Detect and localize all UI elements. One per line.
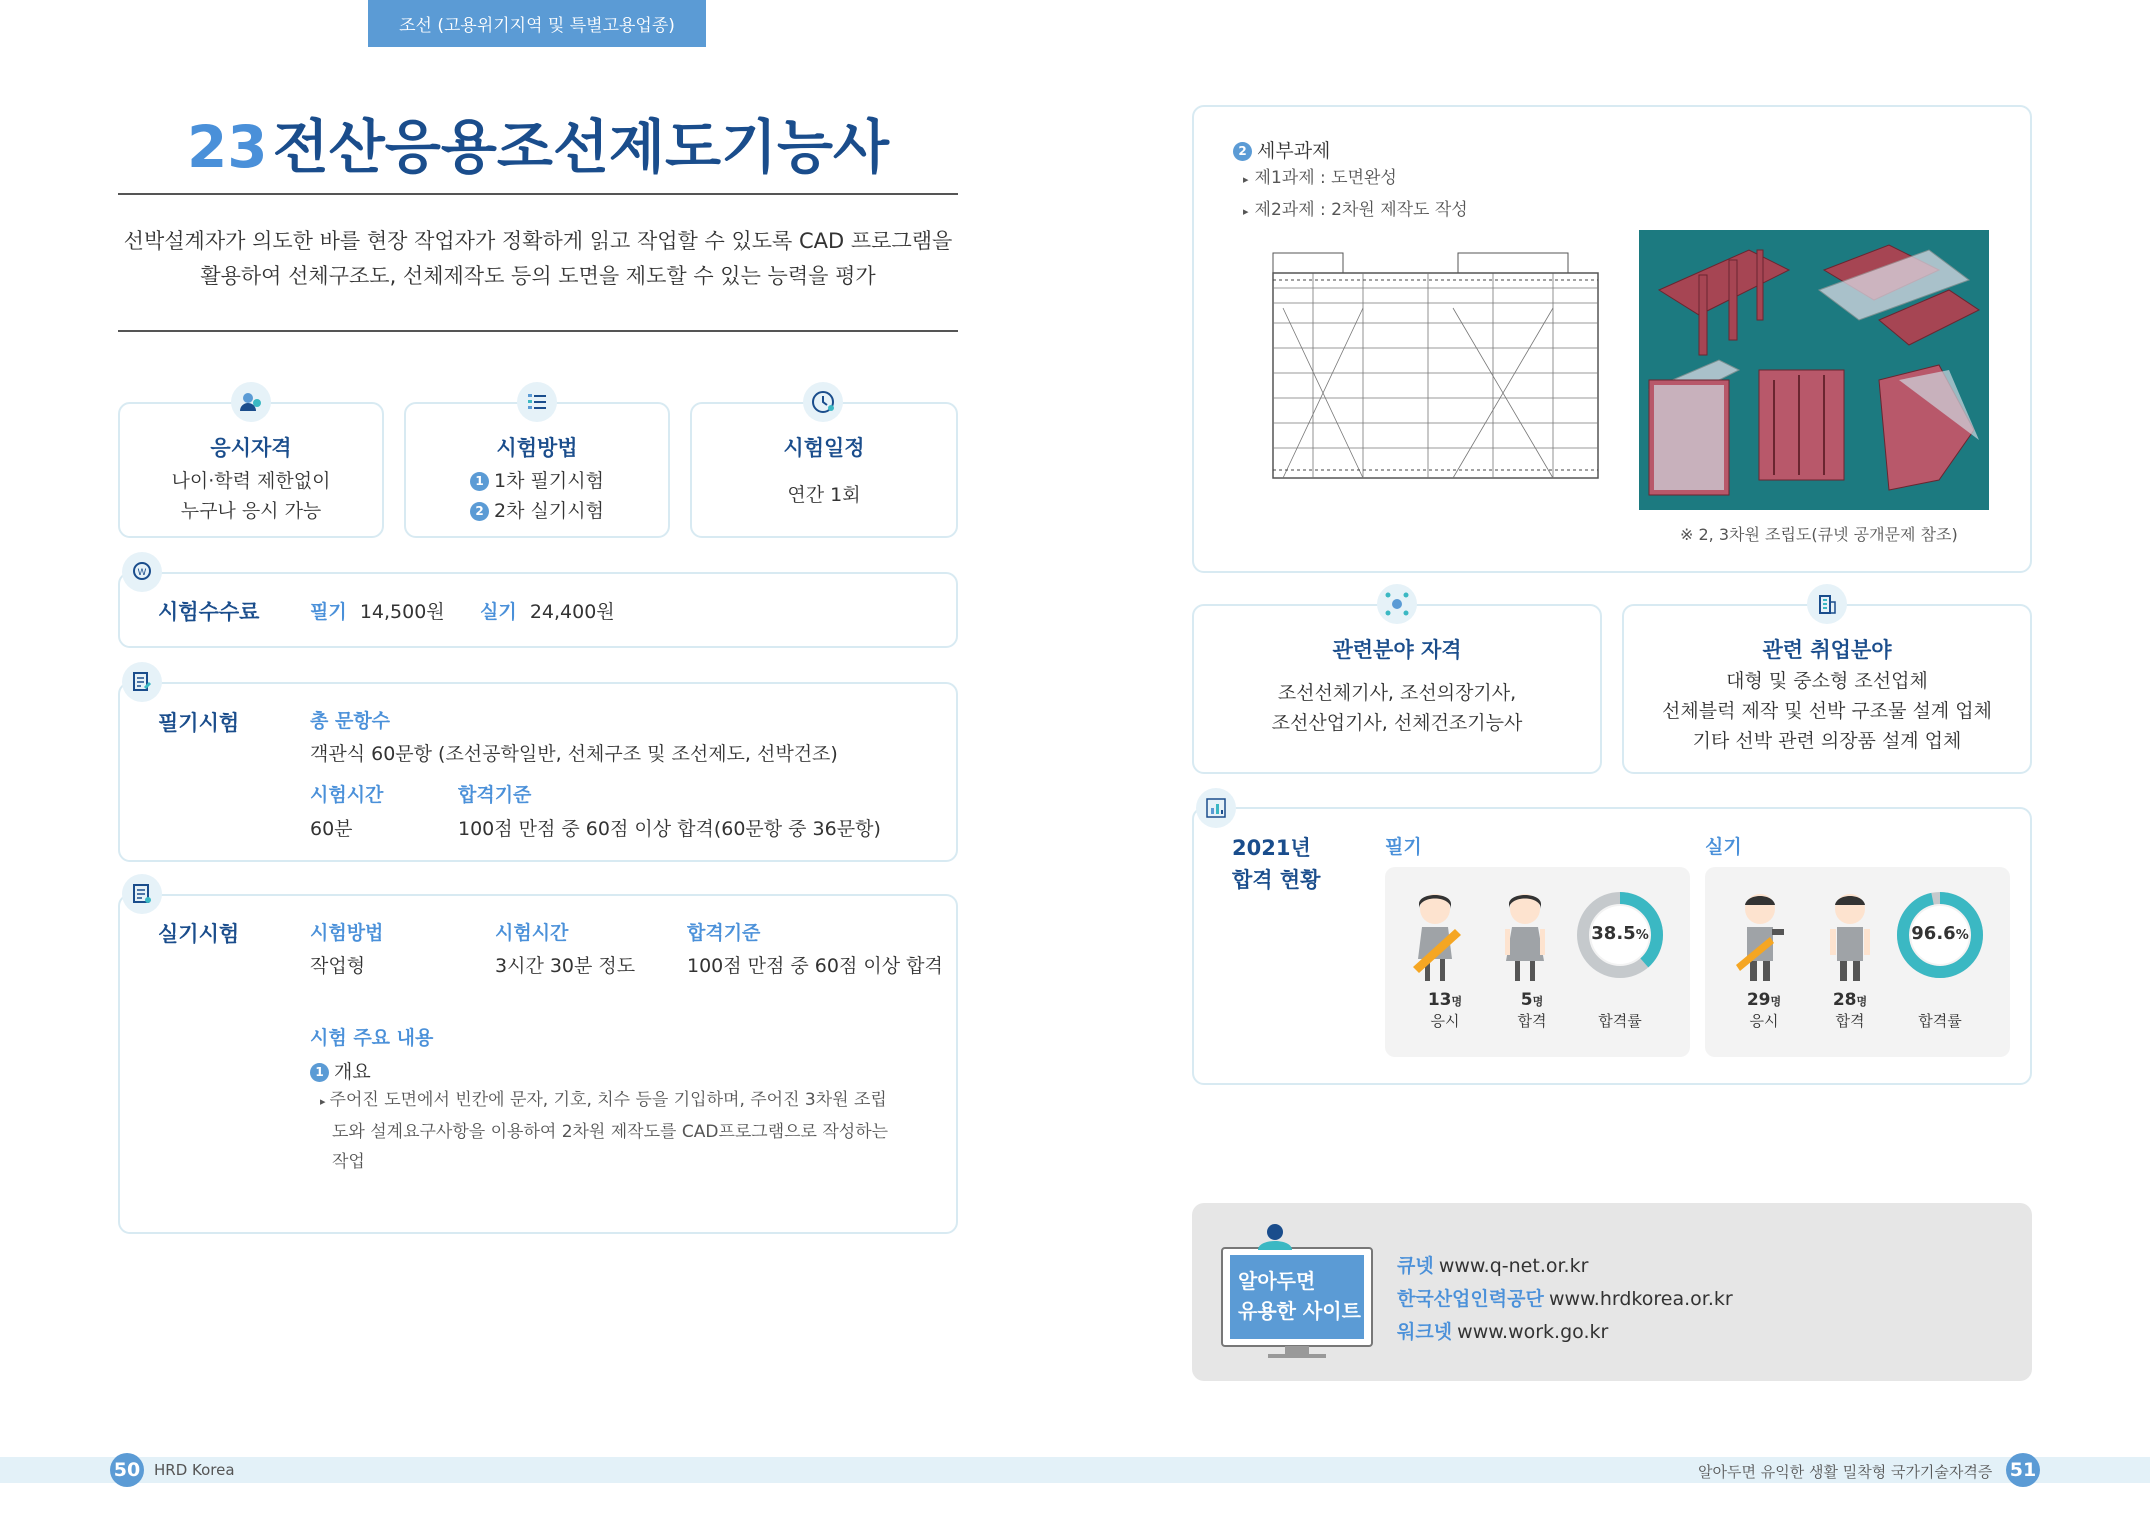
- left-page-number: 50: [110, 1453, 144, 1487]
- eligibility-box: [118, 402, 384, 538]
- divider: [118, 193, 958, 195]
- questions-label: 총 문항수: [310, 710, 391, 732]
- practical-exam-label: 실기시험: [158, 922, 240, 946]
- bar-chart-icon: [1196, 788, 1236, 828]
- fee-label: 시험수수료: [158, 600, 260, 624]
- coin-icon: [122, 552, 162, 592]
- network-icon: [1377, 584, 1417, 624]
- man-tools-illustration: [1730, 887, 1790, 991]
- site-worknet[interactable]: 워크넷 www.work.go.kr: [1397, 1321, 1609, 1343]
- woman-pencil-illustration: [1405, 887, 1465, 991]
- schedule-box: [690, 402, 958, 538]
- pass-status-title: 2021년 합격 현황: [1232, 836, 1321, 892]
- right-page-number: 51: [2006, 1453, 2040, 1487]
- related-qual-line: 조선산업기사, 선체건조기능사: [1271, 712, 1523, 734]
- practical-time-value: 3시간 30분 정도: [495, 955, 636, 977]
- practical-time-label: 시험시간: [495, 922, 569, 944]
- method-title: 시험방법: [496, 436, 578, 460]
- page-title: [118, 100, 958, 184]
- description-line: 활용하여 선체구조도, 선체제작도 등의 도면을 제도할 수 있는 능력을 평가: [200, 264, 876, 288]
- overview-line: 도와 설계요구사항을 이용하여 2차원 제작도를 CAD프로그램으로 작성하는: [332, 1122, 889, 1142]
- method-item: 1 1차 필기시험: [406, 466, 668, 496]
- written-exam-label: 필기시험: [158, 711, 240, 735]
- tasks-heading: 2 세부과제: [1233, 136, 1330, 163]
- tasks-caption: ※ 2, 3차원 조립도(큐넷 공개문제 참조): [1680, 525, 1958, 544]
- overview-heading: 1 개요: [310, 1057, 371, 1084]
- useful-sites-badge: 알아두면 유용한 사이트: [1238, 1269, 1361, 1323]
- divider: [118, 330, 958, 332]
- schedule-text: 연간 1회: [787, 484, 861, 506]
- form-icon: [122, 874, 162, 914]
- practical-method-value: 작업형: [310, 955, 366, 977]
- checklist-icon: [517, 382, 557, 422]
- practical-passed: 28명 합격: [1832, 990, 1868, 1030]
- schedule-title: 시험일정: [783, 436, 865, 460]
- written-pass-label: 합격기준: [458, 784, 532, 806]
- written-time-value: 60분: [310, 818, 353, 840]
- written-time-label: 시험시간: [310, 784, 384, 806]
- written-rate-label: 합격률: [1598, 1012, 1642, 1030]
- overview-line: ▸ 주어진 도면에서 빈칸에 문자, 기호, 치수 등을 기입하며, 주어진 3차원 조립: [320, 1090, 887, 1110]
- written-pass-value: 100점 만점 중 60점 이상 합격(60문항 중 36문항): [458, 818, 881, 840]
- method-box: [404, 402, 670, 538]
- woman-illustration: [1495, 887, 1555, 991]
- site-qnet[interactable]: 큐넷 www.q-net.or.kr: [1397, 1255, 1589, 1277]
- overview-line: 작업: [332, 1152, 365, 1172]
- practical-method-label: 시험방법: [310, 922, 384, 944]
- description: [118, 224, 958, 294]
- method-item: 2 2차 실기시험: [406, 496, 668, 526]
- practical-rate-label: 합격률: [1918, 1012, 1962, 1030]
- description-line: 선박설계자가 의도한 바를 현장 작업자가 정확하게 읽고 작업할 수 있도록 CAD 프로그램을: [123, 229, 953, 253]
- related-jobs-line: 선체블럭 제작 및 선박 구조물 설계 업체: [1662, 700, 1992, 722]
- practical-exam-box: [118, 894, 958, 1234]
- building-icon: [1807, 584, 1847, 624]
- 2d-drawing-image: [1253, 248, 1613, 498]
- related-jobs-box: [1622, 604, 2032, 774]
- user-icon: [231, 382, 271, 422]
- related-qual-line: 조선선체기사, 조선의장기사,: [1277, 682, 1517, 704]
- svg-text:W: W: [137, 568, 147, 578]
- task-item: ▸ 제2과제 : 2차원 제작도 작성: [1243, 200, 1468, 220]
- site-hrdkorea[interactable]: 한국산업인력공단 www.hrdkorea.or.kr: [1397, 1288, 1733, 1310]
- related-qual-title: 관련분야 자격: [1332, 638, 1462, 662]
- eligibility-title: 응시자격: [210, 436, 292, 460]
- sites-list: [1397, 1250, 1733, 1349]
- eligibility-line: 나이·학력 제한없이: [171, 470, 331, 492]
- document-icon: [122, 662, 162, 702]
- practical-applicants: 29명 응시: [1746, 990, 1782, 1030]
- written-passed: 5명 합격: [1517, 990, 1547, 1030]
- task-item: ▸ 제1과제 : 도면완성: [1243, 168, 1397, 188]
- related-jobs-line: 기타 선박 관련 의장품 설계 업체: [1692, 730, 1962, 752]
- title-number: 23: [186, 113, 268, 181]
- right-footer-text: 알아두면 유익한 생활 밀착형 국가기술자격증: [1698, 1463, 1993, 1481]
- written-applicants: 13명 응시: [1427, 990, 1463, 1030]
- practical-stats-label: 실기: [1705, 836, 1742, 858]
- clock-icon: [803, 382, 843, 422]
- eligibility-line: 누구나 응시 가능: [180, 500, 322, 522]
- category-tab: 조선 (고용위기지역 및 특별고용업종): [368, 0, 706, 47]
- fee-written: 필기 14,500원: [310, 601, 445, 623]
- man-illustration: [1820, 887, 1880, 991]
- content-label: 시험 주요 내용: [310, 1027, 434, 1049]
- written-stats-label: 필기: [1385, 836, 1422, 858]
- practical-pass-value: 100점 만점 중 60점 이상 합격: [687, 955, 943, 977]
- left-footer-text: HRD Korea: [154, 1461, 235, 1479]
- 3d-assembly-image: [1639, 230, 1989, 510]
- tasks-list: [1243, 163, 1468, 227]
- related-qual-box: [1192, 604, 1602, 774]
- title-name: 전산응용조선제도기능사: [272, 113, 890, 181]
- overview-text: [320, 1085, 942, 1177]
- practical-pass-label: 합격기준: [687, 922, 761, 944]
- written-rate-value: 38.5%: [1591, 923, 1649, 944]
- practical-rate-value: 96.6%: [1911, 923, 1969, 944]
- fee-practical: 실기 24,400원: [480, 601, 615, 623]
- related-jobs-line: 대형 및 중소형 조선업체: [1726, 670, 1928, 692]
- related-jobs-title: 관련 취업분야: [1762, 638, 1892, 662]
- questions-value: 객관식 60문항 (조선공학일반, 선체구조 및 조선제도, 선박건조): [310, 743, 838, 765]
